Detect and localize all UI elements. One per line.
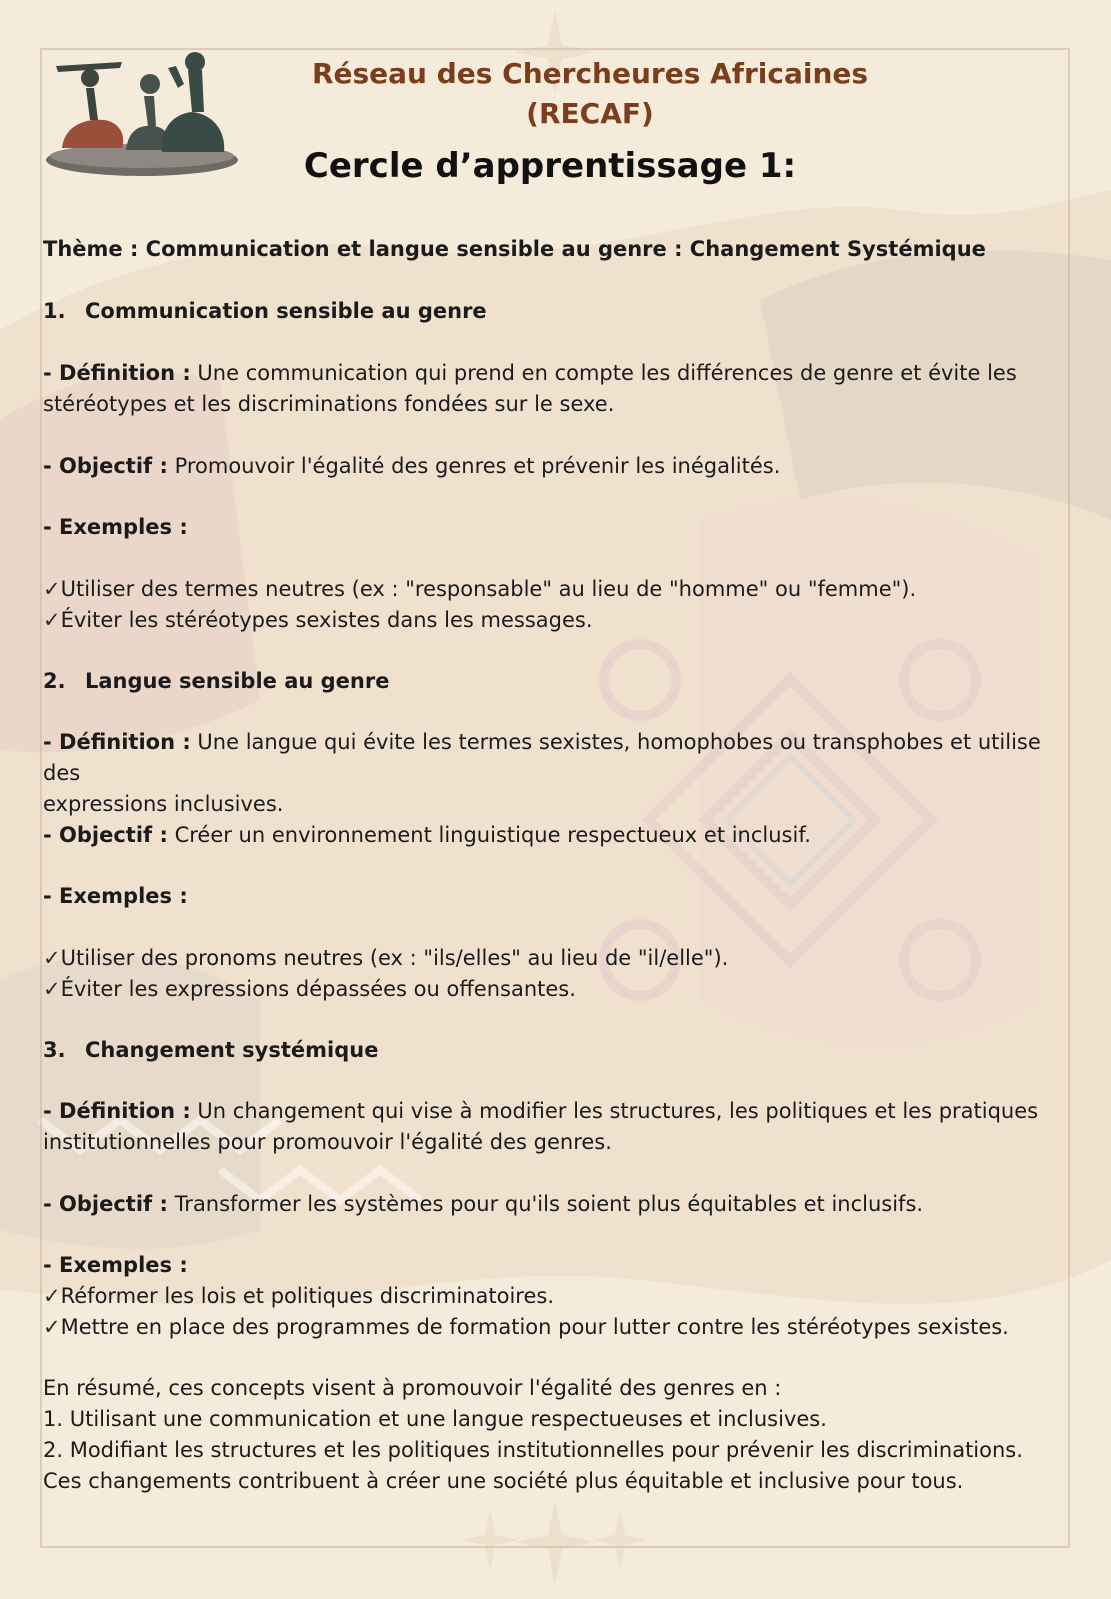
summary-point-2: 2. Modifiant les structures et les politiques institutionnelles pour prévenir les discriminations. xyxy=(43,1438,1023,1462)
checkmark-icon: ✓ xyxy=(43,1284,61,1308)
definition-text: Un changement qui vise à modifier les structures, les politiques et les pratiques xyxy=(190,1099,1039,1123)
definition-text-cont: expressions inclusives. xyxy=(43,792,284,816)
section-heading-2 xyxy=(43,666,1073,697)
summary-block xyxy=(43,1373,1073,1497)
checkmark-icon: ✓ xyxy=(43,577,61,601)
example-text: Réformer les lois et politiques discriminatoires. xyxy=(60,1284,555,1308)
examples-label-3: - Exemples : xyxy=(43,1253,188,1277)
definition-label: - Définition : xyxy=(43,361,191,385)
objective-label: - Objectif : xyxy=(43,1192,168,1216)
example-item xyxy=(43,943,1073,974)
definition-text-cont: institutionnelles pour promouvoir l'égalité des genres. xyxy=(43,1130,612,1154)
theme-line: Thème : Communication et langue sensible au genre : Changement Systémique xyxy=(43,237,986,261)
example-item xyxy=(43,974,1073,1005)
section-title: Communication sensible au genre xyxy=(85,299,487,323)
definition-text: Une communication qui prend en compte les différences de genre et évite les xyxy=(190,361,1017,385)
section-heading-3 xyxy=(43,1035,1073,1066)
definition-label: - Définition : xyxy=(43,1099,191,1123)
section-number: 2. xyxy=(43,669,66,693)
objective-text: Transformer les systèmes pour qu'ils soient plus équitables et inclusifs. xyxy=(167,1192,924,1216)
section-title: Langue sensible au genre xyxy=(85,669,390,693)
definition-text: Une langue qui évite les termes sexistes, homophobes ou transphobes et utilise des xyxy=(43,730,1041,785)
example-text: Mettre en place des programmes de formation pour lutter contre les stéréotypes sexistes. xyxy=(60,1315,1009,1339)
page-title: Cercle d’apprentissage 1: xyxy=(303,146,797,186)
example-item xyxy=(43,1312,1073,1343)
examples-label-1: - Exemples : xyxy=(43,515,188,539)
checkmark-icon: ✓ xyxy=(43,977,61,1001)
example-item xyxy=(43,1281,1073,1312)
checkmark-icon: ✓ xyxy=(43,608,61,632)
objective-text: Créer un environnement linguistique respectueux et inclusif. xyxy=(167,823,811,847)
objective-1 xyxy=(43,451,1073,482)
examples-label-2: - Exemples : xyxy=(43,884,188,908)
example-item xyxy=(43,605,1073,636)
summary-point-1: 1. Utilisant une communication et une langue respectueuses et inclusives. xyxy=(43,1407,827,1431)
sculpture-figures-icon xyxy=(42,48,242,183)
definition-label: - Définition : xyxy=(43,730,191,754)
example-text: Éviter les expressions dépassées ou offensantes. xyxy=(60,977,576,1001)
organization-acronym: (RECAF) xyxy=(526,97,654,130)
objective-3 xyxy=(43,1189,1073,1220)
section-title: Changement systémique xyxy=(85,1038,379,1062)
objective-label: - Objectif : xyxy=(43,823,168,847)
example-text: Utiliser des termes neutres (ex : "responsable" au lieu de "homme" ou "femme"). xyxy=(60,577,917,601)
section-heading-1 xyxy=(43,296,1073,327)
objective-text: Promouvoir l'égalité des genres et prévenir les inégalités. xyxy=(167,454,781,478)
section-number: 1. xyxy=(43,299,66,323)
section-number: 3. xyxy=(43,1038,66,1062)
organization-name: Réseau des Chercheures Africaines xyxy=(311,57,869,90)
objective-label: - Objectif : xyxy=(43,454,168,478)
example-text: Utiliser des pronoms neutres (ex : "ils/elles" au lieu de "il/elle"). xyxy=(60,946,729,970)
definition-2 xyxy=(43,727,1073,820)
objective-2 xyxy=(43,820,1073,851)
definition-3 xyxy=(43,1096,1073,1158)
summary-intro: En résumé, ces concepts visent à promouvoir l'égalité des genres en : xyxy=(43,1376,782,1400)
checkmark-icon: ✓ xyxy=(43,1315,61,1339)
example-text: Éviter les stéréotypes sexistes dans les messages. xyxy=(60,608,593,632)
definition-1 xyxy=(43,358,1073,420)
definition-text-cont: stéréotypes et les discriminations fondées sur le sexe. xyxy=(43,392,615,416)
example-item xyxy=(43,574,1073,605)
checkmark-icon: ✓ xyxy=(43,946,61,970)
summary-closing: Ces changements contribuent à créer une société plus équitable et inclusive pour tous. xyxy=(43,1469,964,1493)
